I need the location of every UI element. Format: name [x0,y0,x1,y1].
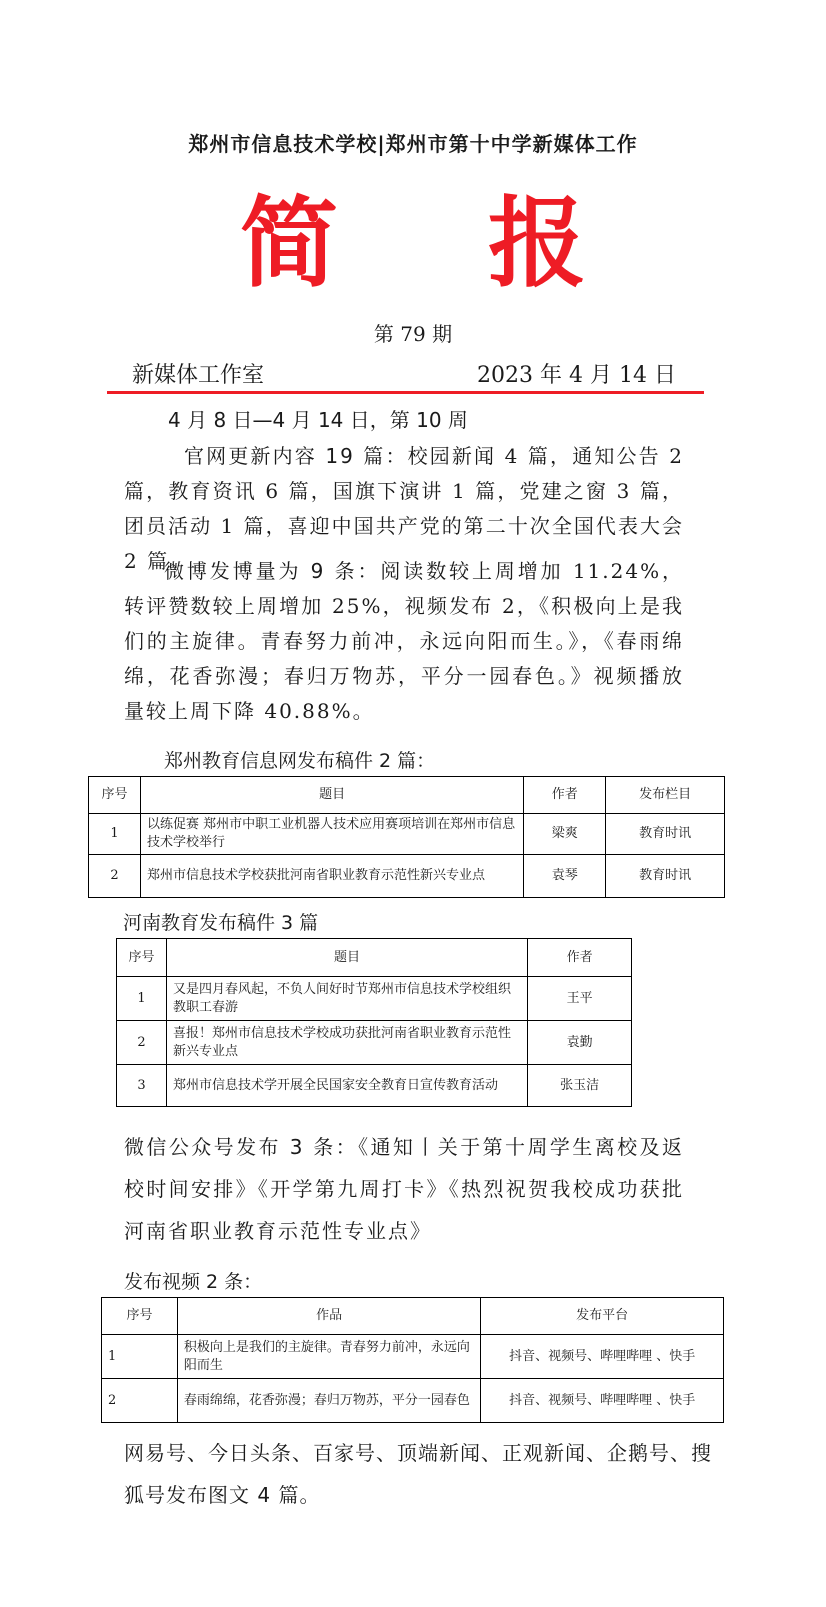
row-no: 2 [102,1379,178,1423]
other-platforms-paragraph: 网易号、今日头条、百家号、顶端新闻、正观新闻、企鹅号、搜狐号发布图文 4 篇。 [124,1441,712,1507]
row-column: 教育时讯 [606,814,725,855]
videos-table [101,1297,724,1423]
row-author: 梁爽 [524,814,606,855]
row-no: 1 [117,977,167,1021]
issue-number: 第 79 期 [373,322,453,346]
weibo-lead: 微博发博量为 9 条： [164,559,381,583]
wechat-text: 《通知丨关于第十周学生离校及返校时间安排》《开学第九周打卡》《热烈祝贺我校成功获批河南省职业教育示范性专业点》 [124,1135,684,1243]
col-author: 作者 [528,939,632,977]
col-work: 作品 [177,1298,480,1335]
col-title: 题目 [140,777,523,814]
hn-edu-heading: 河南教育发布稿件 3 篇 [123,912,319,934]
col-no: 序号 [117,939,167,977]
row-title: 郑州市信息技术学校获批河南省职业教育示范性新兴专业点 [140,855,523,898]
table-row [117,1065,632,1107]
row-work: 春雨绵绵，花香弥漫；春归万物苏，平分一园春色 [177,1379,480,1423]
table-row [102,1335,724,1379]
website-lead: 官网更新内容 19 篇： [184,444,408,468]
table-header-row [89,777,725,814]
wechat-lead: 微信公众号发布 3 条： [124,1135,359,1159]
table-header-row [102,1298,724,1335]
row-platform: 抖音、视频号、哔哩哔哩 、快手 [481,1335,724,1379]
row-title: 又是四月春风起，不负人间好时节郑州市信息技术学校组织教职工春游 [166,977,527,1021]
department: 新媒体工作室 [132,363,265,388]
document-title: 简 报 [239,187,645,301]
row-no: 1 [89,814,141,855]
col-no: 序号 [89,777,141,814]
table-row [89,814,725,855]
publish-date: 2023 年 4 月 14 日 [477,363,676,388]
row-no: 2 [89,855,141,898]
table-row [117,977,632,1021]
row-no: 3 [117,1065,167,1107]
hn-edu-table [116,938,632,1107]
row-no: 2 [117,1021,167,1065]
org-header: 郑州市信息技术学校|郑州市第十中学新媒体工作 [188,132,638,156]
row-title: 以练促赛 郑州市中职工业机器人技术应用赛项培训在郑州市信息技术学校举行 [140,814,523,855]
row-no: 1 [102,1335,178,1379]
col-title: 题目 [166,939,527,977]
row-title: 郑州市信息技术学开展全民国家安全教育日宣传教育活动 [166,1065,527,1107]
col-platform: 发布平台 [481,1298,724,1335]
videos-heading: 发布视频 2 条： [124,1271,263,1293]
col-column: 发布栏目 [606,777,725,814]
weibo-paragraph [124,554,684,729]
zz-edu-table [88,776,725,898]
table-header-row [117,939,632,977]
row-author: 袁勤 [528,1021,632,1065]
row-title: 喜报！郑州市信息技术学校成功获批河南省职业教育示范性新兴专业点 [166,1021,527,1065]
wechat-paragraph [124,1126,684,1252]
weibo-text: 阅读数较上周增加 11.24%，转评赞数较上周增加 25%，视频发布 2，《积极向上是我们的主旋律。青春努力前冲，永远向阳而生。》，《春雨绵绵，花香弥漫；春归万物苏，平分一园春色。》视频播放量较上周下降 40.88%。 [124,559,684,723]
red-divider [107,391,704,394]
row-platform: 抖音、视频号、哔哩哔哩 、快手 [481,1379,724,1423]
week-range: 4 月 8 日—4 月 14 日，第 10 周 [168,408,468,432]
table-row [89,855,725,898]
col-no: 序号 [102,1298,178,1335]
table-row [117,1021,632,1065]
row-author: 袁琴 [524,855,606,898]
col-author: 作者 [524,777,606,814]
row-work: 积极向上是我们的主旋律。青春努力前冲，永远向阳而生 [177,1335,480,1379]
row-author: 王平 [528,977,632,1021]
row-column: 教育时讯 [606,855,725,898]
row-author: 张玉洁 [528,1065,632,1107]
zz-edu-heading: 郑州教育信息网发布稿件 2 篇： [164,750,436,772]
website-text: 校园新闻 4 篇，通知公告 2 篇，教育资讯 6 篇，国旗下演讲 1 篇，党建之窗 3 篇，团员活动 1 篇，喜迎中国共产党的第二十次全国代表大会 2 篇。 [124,444,684,573]
table-row [102,1379,724,1423]
